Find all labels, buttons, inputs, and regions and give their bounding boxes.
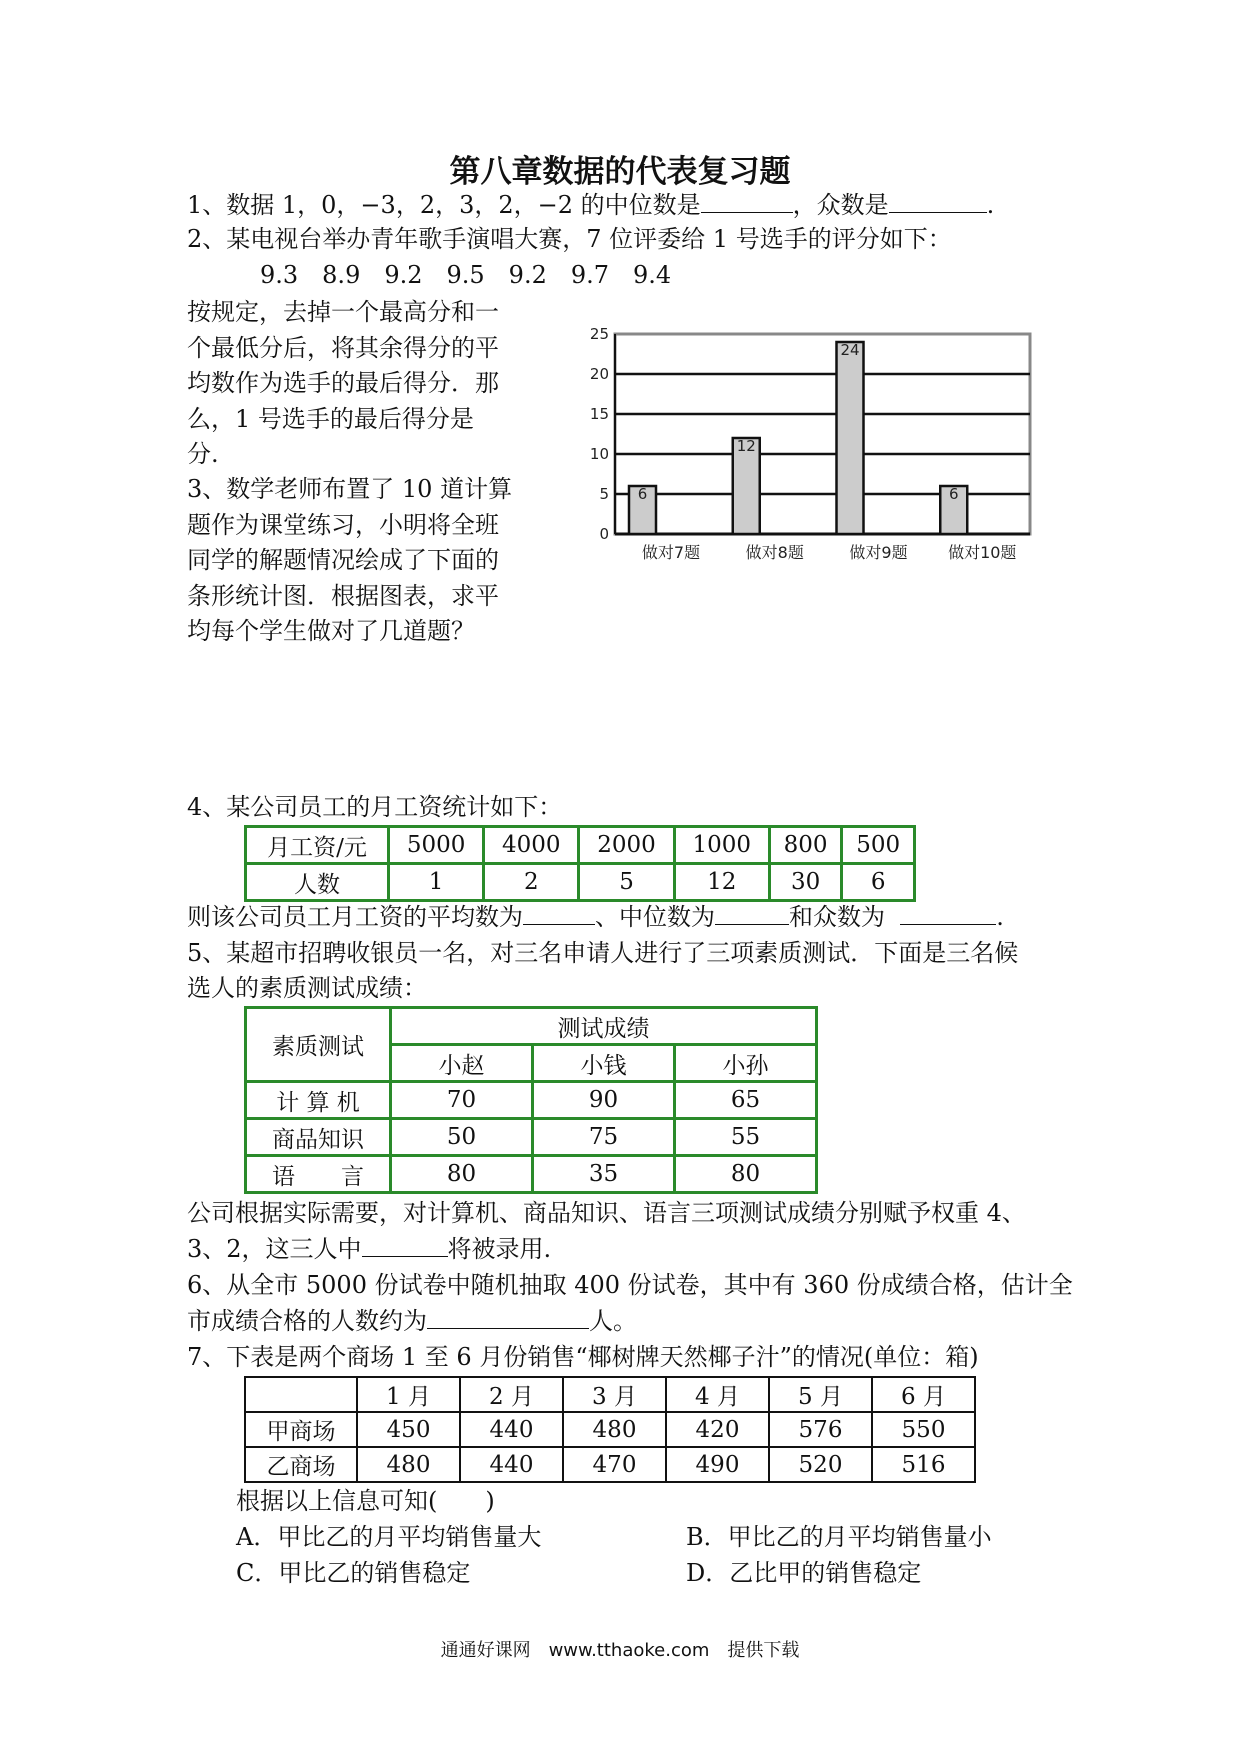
table-cell: 5000 (389, 827, 484, 864)
data-label: 6 (637, 485, 648, 503)
table-cell: 2 (484, 864, 579, 901)
bar-chart (575, 320, 1045, 580)
table-cell: 576 (769, 1412, 872, 1447)
test-name: 语 言 (246, 1156, 391, 1193)
row-header: 人数 (246, 864, 389, 901)
q3-para-line: 3、数学老师布置了 10 道计算 (187, 475, 513, 503)
candidate-name: 小钱 (533, 1045, 675, 1082)
column-header: 5 月 (769, 1377, 872, 1412)
y-tick-label: 0 (599, 525, 609, 543)
data-label: 12 (736, 437, 756, 455)
table-cell: 516 (872, 1447, 975, 1482)
q1-end: . (986, 191, 995, 219)
q3-para-line: 同学的解题情况绘成了下面的 (187, 546, 499, 574)
table-cell: 450 (357, 1412, 460, 1447)
score-cell: 70 (391, 1082, 533, 1119)
q3-para-line: 条形统计图．根据图表，求平 (187, 581, 499, 610)
q5-line2: 选人的素质测试成绩： (187, 974, 427, 1002)
option-a[interactable]: A．甲比乙的月平均销售量大 (236, 1523, 542, 1551)
q6-estimate-blank[interactable] (427, 1306, 589, 1329)
q5-after2 (187, 1232, 551, 1266)
score-cell: 65 (675, 1082, 817, 1119)
q1-mid: ，众数是 (792, 191, 889, 219)
score-cell: 80 (675, 1156, 817, 1193)
table-cell: 480 (357, 1447, 460, 1482)
candidate-score-table (244, 1006, 818, 1194)
q3-para-line: 题作为课堂练习，小明将全班 (187, 510, 499, 539)
q1-mode-blank[interactable] (889, 190, 987, 213)
y-tick-label: 20 (589, 365, 609, 383)
table-cell: 1000 (674, 827, 769, 864)
table-cell: 500 (842, 827, 915, 864)
q4-mean-blank[interactable] (523, 902, 595, 925)
table-cell: 12 (674, 864, 769, 901)
candidate-name: 小孙 (675, 1045, 817, 1082)
table-cell: 490 (666, 1447, 769, 1482)
q4-median-blank[interactable] (715, 902, 789, 925)
q7-prompt: 根据以上信息可知( ) (236, 1487, 495, 1515)
q2-para-line: 均数作为选手的最后得分．那 (187, 369, 499, 397)
row-header: 甲商场 (245, 1412, 357, 1447)
table-cell: 800 (769, 827, 842, 864)
test-name: 计 算 机 (246, 1082, 391, 1119)
q3-para-line: 均每个学生做对了几道题？ (187, 617, 475, 645)
candidate-name: 小赵 (391, 1045, 533, 1082)
option-c[interactable]: C．甲比乙的销售稳定 (236, 1559, 471, 1587)
q5-hired-blank[interactable] (362, 1234, 448, 1257)
q3-paragraph (187, 472, 527, 650)
y-tick-label: 15 (589, 405, 609, 423)
q2-para-line: 按规定，去掉一个最高分和一 (187, 298, 499, 326)
score-cell: 55 (675, 1119, 817, 1156)
row-header: 乙商场 (245, 1447, 357, 1482)
column-header: 1 月 (357, 1377, 460, 1412)
table-cell: 30 (769, 864, 842, 901)
table-cell: 480 (563, 1412, 666, 1447)
x-tick-label: 做对9题 (849, 543, 908, 562)
q4-ask-c: 和众数为 (789, 903, 885, 931)
salary-table (244, 825, 916, 902)
table-row (245, 1412, 975, 1447)
column-header: 6 月 (872, 1377, 975, 1412)
table-cell: 5 (579, 864, 674, 901)
table-cell: 4000 (484, 827, 579, 864)
q1-median-blank[interactable] (701, 190, 793, 213)
option-b[interactable]: B．甲比乙的月平均销售量小 (686, 1523, 992, 1551)
score-cell: 90 (533, 1082, 675, 1119)
q4-ask-end: . (996, 903, 1004, 931)
table-row (245, 1447, 975, 1482)
q6-line2 (187, 1304, 637, 1338)
table-cell: 420 (666, 1412, 769, 1447)
q7-line1: 7、下表是两个商场 1 至 6 月份销售“椰树牌天然椰子汁”的情况(单位：箱) (187, 1343, 979, 1371)
y-tick-label: 10 (589, 445, 609, 463)
q6-line1: 6、从全市 5000 份试卷中随机抽取 400 份试卷，其中有 360 份成绩合格，估计全 (187, 1271, 1073, 1299)
table-cell: 1 (389, 864, 484, 901)
score-cell: 50 (391, 1119, 533, 1156)
row-header: 月工资/元 (246, 827, 389, 864)
q2-paragraph (187, 295, 527, 473)
q6-line2a: 市成绩合格的人数约为 (187, 1307, 427, 1335)
score-cell: 35 (533, 1156, 675, 1193)
q4-ask-a: 则该公司员工月工资的平均数为 (187, 903, 523, 931)
table-cell: 440 (460, 1412, 563, 1447)
header-quality-test: 素质测试 (246, 1008, 391, 1082)
q4-line1: 4、某公司员工的月工资统计如下： (187, 793, 563, 821)
x-tick-label: 做对8题 (745, 543, 804, 562)
option-d[interactable]: D．乙比甲的销售稳定 (686, 1559, 922, 1587)
bar (837, 342, 864, 534)
footer: 通通好课网 www.tthaoke.com 提供下载 (440, 1640, 800, 1661)
table-row (245, 1377, 975, 1412)
q2-para-line: 么，1 号选手的最后得分是 (187, 404, 474, 433)
q5-after2a: 3、2，这三人中 (187, 1235, 362, 1263)
q5-after1: 公司根据实际需要，对计算机、商品知识、语言三项测试成绩分别赋予权重 4、 (187, 1199, 1026, 1227)
q2-line1: 2、某电视台举办青年歌手演唱大赛，7 位评委给 1 号选手的评分如下： (187, 225, 952, 253)
table-cell: 470 (563, 1447, 666, 1482)
table-cell: 6 (842, 864, 915, 901)
table-cell: 440 (460, 1447, 563, 1482)
q5-after2b: 将被录用. (447, 1235, 552, 1263)
data-label: 24 (840, 341, 860, 359)
column-header: 2 月 (460, 1377, 563, 1412)
q2-para-line: 个最低分后，将其余得分的平 (187, 333, 499, 362)
q2-para-line: 分. (187, 440, 219, 468)
x-tick-label: 做对7题 (641, 543, 701, 562)
y-tick-label: 5 (599, 485, 609, 503)
q5-line1: 5、某超市招聘收银员一名，对三名申请人进行了三项素质测试．下面是三名候 (187, 939, 1019, 967)
table-row (246, 827, 915, 864)
test-name: 商品知识 (246, 1119, 391, 1156)
table-cell: 2000 (579, 827, 674, 864)
table-row (246, 864, 915, 901)
score-cell: 80 (391, 1156, 533, 1193)
column-header: 3 月 (563, 1377, 666, 1412)
q4-ask (187, 900, 1004, 934)
data-label: 6 (948, 485, 959, 503)
header-test-scores: 测试成绩 (391, 1008, 817, 1045)
page-title: 第八章数据的代表复习题 (449, 154, 791, 190)
column-header: 4 月 (666, 1377, 769, 1412)
table-cell: 550 (872, 1412, 975, 1447)
q4-mode-blank[interactable] (900, 902, 996, 925)
sales-table (244, 1376, 976, 1483)
q4-ask-b: 、中位数为 (595, 903, 715, 931)
q2-scores: 9.3 8.9 9.2 9.5 9.2 9.7 9.4 (260, 261, 672, 289)
score-cell: 75 (533, 1119, 675, 1156)
q1-text: 1、数据 1，0，−3，2，3，2，−2 的中位数是 (187, 191, 701, 219)
column-header (245, 1377, 357, 1412)
table-cell: 520 (769, 1447, 872, 1482)
q6-line2b: 人。 (589, 1307, 637, 1335)
question-1 (187, 188, 994, 222)
x-tick-label: 做对10题 (948, 543, 1017, 562)
y-tick-label: 25 (589, 325, 609, 343)
